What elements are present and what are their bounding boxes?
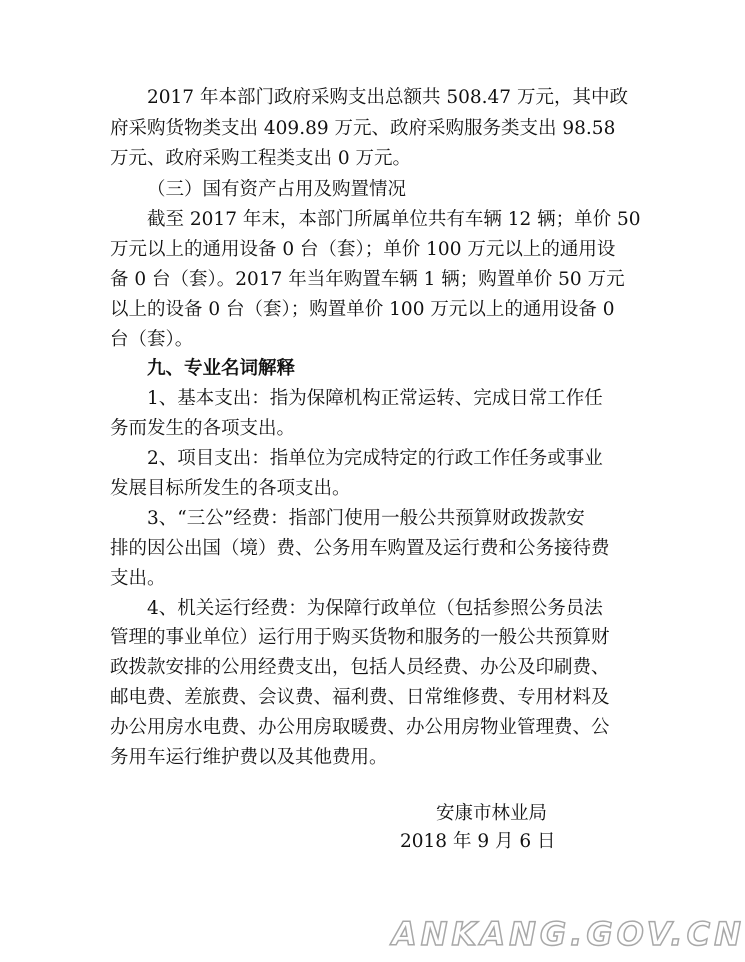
site-watermark: ANKANG.GOV.CN	[392, 915, 745, 953]
term4-line-2: 管理的事业单位）运行用于购买货物和服务的一般公共预算财	[110, 627, 610, 648]
paragraph-procurement-line-1: 2017 年本部门政府采购支出总额共 508.47 万元，其中政	[147, 87, 628, 108]
term4-line-5: 办公用房水电费、办公用房取暖费、办公用房物业管理费、公	[110, 717, 610, 738]
term4-line-6: 务用车运行维护费以及其他费用。	[110, 747, 388, 768]
paragraph-assets-line-1: 截至 2017 年末，本部门所属单位共有车辆 12 辆；单价 50	[147, 209, 641, 230]
paragraph-assets-line-5: 台（套）。	[110, 329, 194, 350]
paragraph-assets-line-3: 备 0 台（套）。2017 年当年购置车辆 1 辆；购置单价 50 万元	[110, 269, 625, 290]
term2-line-2: 发展目标所发生的各项支出。	[110, 478, 351, 499]
term1-line-1: 1、基本支出：指为保障机构正常运转、完成日常工作任	[147, 388, 603, 409]
term1-line-2: 务而发生的各项支出。	[110, 418, 296, 439]
paragraph-assets-line-2: 万元以上的通用设备 0 台（套）；单价 100 万元以上的通用设	[110, 239, 616, 260]
signature-organization: 安康市林业局	[436, 803, 548, 824]
term4-line-4: 邮电费、差旅费、会议费、福利费、日常维修费、专用材料及	[110, 687, 610, 708]
signature-date: 2018 年 9 月 6 日	[400, 831, 556, 852]
paragraph-procurement-line-2: 府采购货物类支出 409.89 万元、政府采购服务类支出 98.58	[110, 118, 616, 139]
term3-line-2: 排的因公出国（境）费、公务用车购置及运行费和公务接待费	[110, 538, 610, 559]
heading-section-nine: 九、专业名词解释	[147, 358, 296, 379]
term4-line-3: 政拨款安排的公用经费支出，包括人员经费、办公及印刷费、	[110, 657, 610, 678]
heading-assets: （三）国有资产占用及购置情况	[147, 179, 407, 200]
term2-line-1: 2、项目支出：指单位为完成特定的行政工作任务或事业	[147, 448, 603, 469]
term3-line-1: 3、“三公”经费：指部门使用一般公共预算财政拨款安	[147, 508, 585, 529]
paragraph-procurement-line-3: 万元、政府采购工程类支出 0 万元。	[110, 148, 412, 169]
term4-line-1: 4、机关运行经费：为保障行政单位（包括参照公务员法	[147, 598, 603, 619]
paragraph-assets-line-4: 以上的设备 0 台（套）；购置单价 100 万元以上的通用设备 0	[110, 299, 615, 320]
term3-line-3: 支出。	[110, 568, 166, 589]
